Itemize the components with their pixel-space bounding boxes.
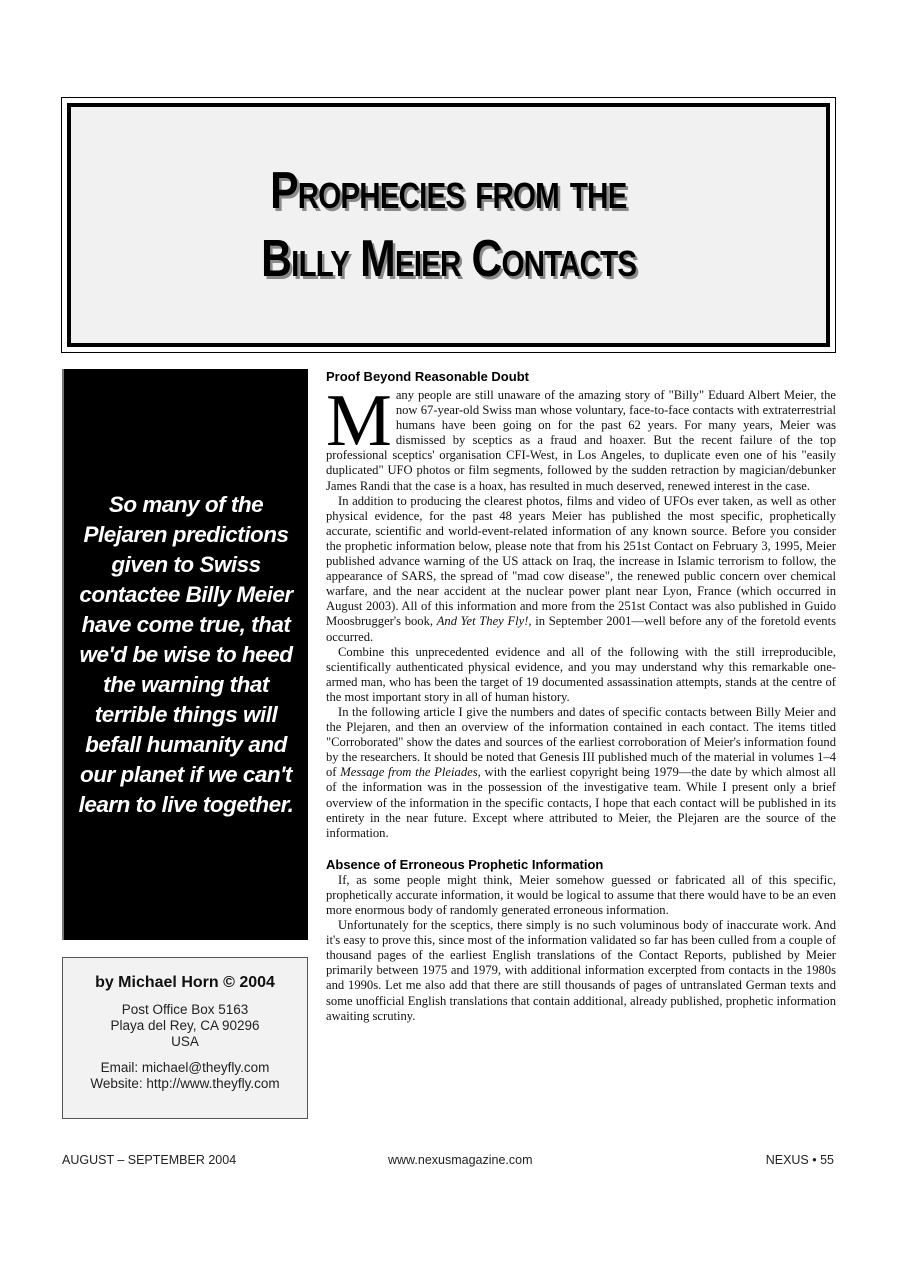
article-paragraph: Unfortunately for the sceptics, there simply is no such voluminous body of inaccurate work. And it's easy to prove this, since most of the information validated so far has been culled from a couple of thousand pages of the earliest English translations of the Contact Reports, published by Meier primarily between 1975 and 1979, with additional information excerpted from contacts in the 1980s and 1990s. Let me also add that there are still thousands of pages of untranslated German texts and some unofficial English translations that contain additional, already published, prophetic information awaiting scrutiny. xyxy=(326,918,836,1023)
author-contact xyxy=(63,1060,307,1092)
section-heading-absence: Absence of Erroneous Prophetic Information xyxy=(326,856,604,872)
section-heading-proof: Proof Beyond Reasonable Doubt xyxy=(326,369,529,384)
paragraph-text: , with the earliest copyright being 1979—the date by which almost all of the information was in the possession of the investigative team. While I present only a brief overview of the information in the specific contacts, I hope that each contact will be published in its entirety in the near future. Except where attributed to Meier, the Plejaren are the source of the information. xyxy=(326,765,836,840)
drop-cap: M xyxy=(326,380,392,462)
pull-quote-box xyxy=(62,369,308,940)
author-info-box xyxy=(62,957,308,1119)
paragraph-text: any people are still unaware of the amazing story of "Billy" Eduard Albert Meier, the now 67-year-old Swiss man whose voluntary, face-to-face contacts with extraterrestrial humans have been going on for the past 62 years. For many years, Meier was dismissed by sceptics as a fraud and hoaxer. But the recent failure of the top professional sceptics' organisation CFI-West, in Los Angeles, to duplicate even one of his "easily duplicated" UFO photos or film segments, followed by the sudden retraction by magician/debunker James Randi that the case is a hoax, has resulted in much deserved, renewed interest in the case. xyxy=(326,388,836,493)
footer-website-link[interactable]: www.nexusmagazine.com xyxy=(388,1153,533,1167)
author-website: Website: http://www.theyfly.com xyxy=(90,1076,280,1091)
paragraph-text: , in September 2001—well before any of the foretold events occurred. xyxy=(326,614,837,644)
book-title: Message from the Pleiades xyxy=(340,765,478,780)
address-line-1: Post Office Box 5163 xyxy=(121,1002,249,1017)
pull-quote-text: So many of the Plejaren predictions given to Swiss contactee Billy Meier have come true, that we'd be wise to heed the warning that terrible things will befall humanity and our planet if we can't learn to live together. xyxy=(78,491,294,817)
article-paragraph xyxy=(326,705,836,841)
title-banner-inner xyxy=(67,103,830,347)
page-title-line-2: Billy Meier Contacts xyxy=(260,230,637,288)
article-paragraph xyxy=(326,494,836,645)
address-line-3: USA xyxy=(171,1034,199,1049)
article-body xyxy=(326,369,836,1024)
title-banner xyxy=(61,97,836,353)
author-email: Email: michael@theyfly.com xyxy=(100,1060,270,1075)
author-address xyxy=(63,1002,307,1050)
page-title-line-1: Prophecies from the xyxy=(270,162,627,220)
paragraph-text: In addition to producing the clearest photos, films and video of UFOs ever taken, as well as other physical evidence, for the past 48 years Meier has published the most specific, prophetically accurate, scientific and world-event-related information of any known source. Before you consider the prophetic information below, please note that from his 251st Contact on February 3, 1995, Meier published advance warning of the US attack on Iraq, the increase in Islamic terrorism to follow, the appearance of SARS, the spread of "mad cow disease", the renewed public concern over chemical warfare, and the near accident at the nuclear power plant near Lyon, France (which occurred in August 2003). All of this information and more from the 251st Contact was also published in Guido Moosbrugger's book, xyxy=(326,493,836,629)
footer-page-number: NEXUS • 55 xyxy=(765,1153,834,1167)
article-paragraph: If, as some people might think, Meier somehow guessed or fabricated all of this specific, prophetically accurate information, it would be logical to assume that there would have to be an even more enormous body of randomly generated erroneous information. xyxy=(326,872,836,917)
book-title: And Yet They Fly! xyxy=(436,614,529,629)
article-paragraph: Combine this unprecedented evidence and all of the following with the still irreproducible, scientifically authenticated physical evidence, and you may understand why this remarkable one-armed man, who has been the target of 19 documented assassination attempts, stands at the centre of the most important story in all of human history. xyxy=(326,644,836,704)
footer-issue-date: AUGUST – SEPTEMBER 2004 xyxy=(62,1153,237,1167)
author-byline: by Michael Horn © 2004 xyxy=(95,974,275,991)
paragraph-text: In the following article I give the numbers and dates of specific contacts between Billy Meier and the Plejaren, and then an overview of the information contained in each contact. The items titled "Corroborated" show the dates and sources of the earliest corroboration of Meier's information found by the researchers. It should be noted that Genesis III published much of the material in volumes 1–4 of xyxy=(326,704,836,780)
address-line-2: Playa del Rey, CA 90296 xyxy=(110,1018,260,1033)
article-paragraph xyxy=(326,380,836,494)
